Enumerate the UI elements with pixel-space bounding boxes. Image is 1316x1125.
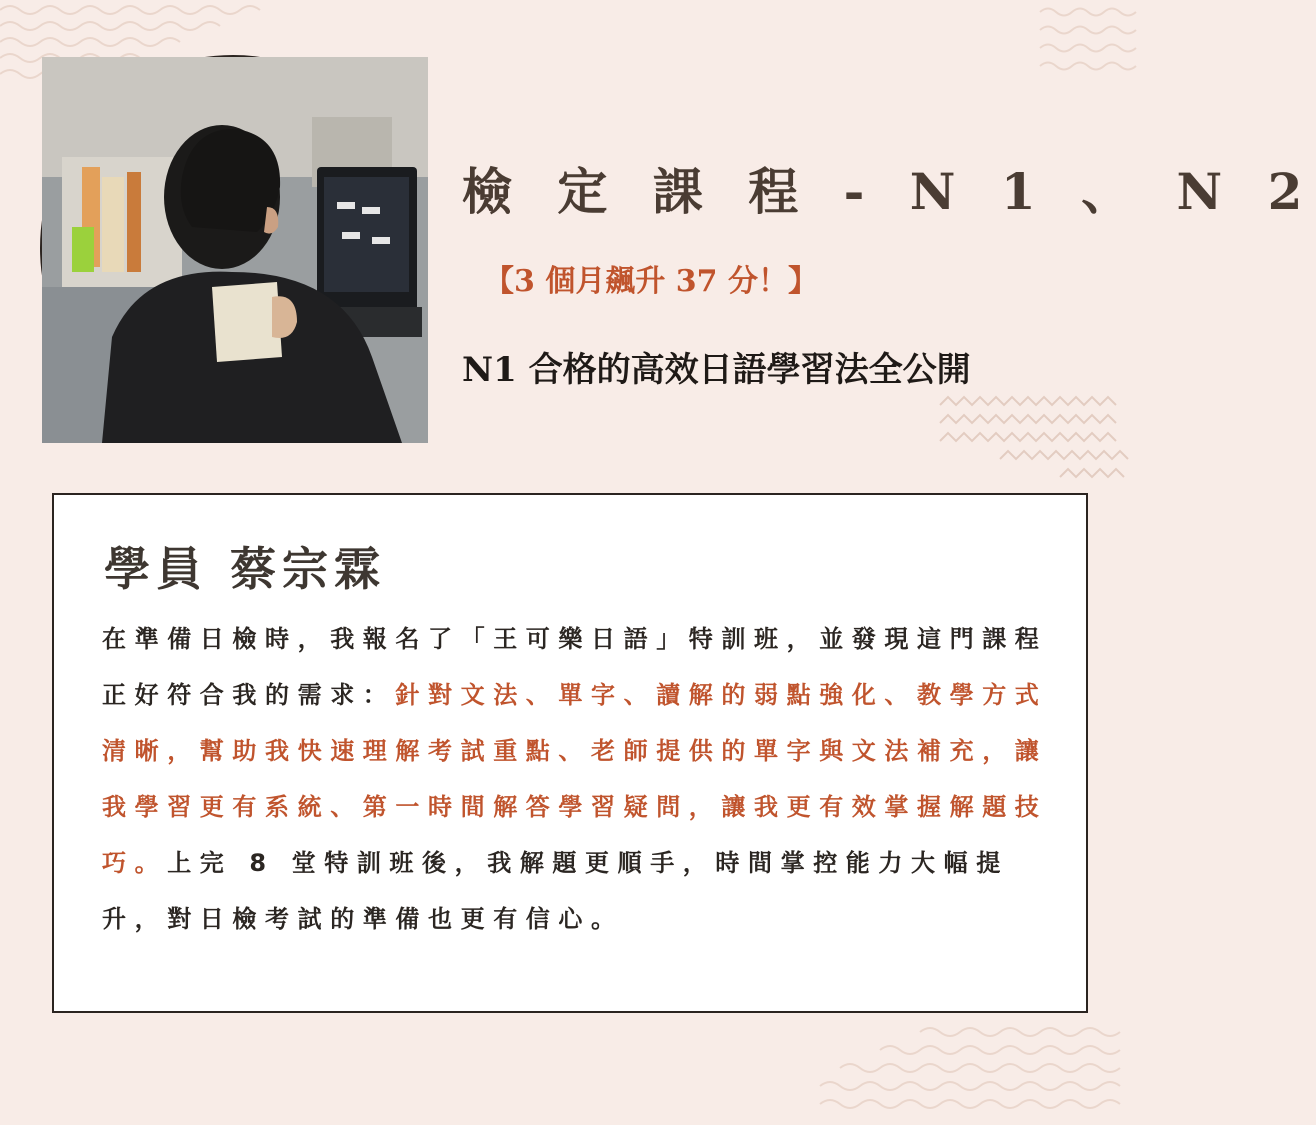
testimonial-card [52, 493, 1088, 1013]
testimonial-text [102, 611, 1057, 947]
tagline: N1 合格的高效日語學習法全公開 [462, 350, 971, 390]
student-name: 學員 蔡宗霖 [104, 542, 387, 596]
score-highlight: 【3 個月飆升 37 分！】 [484, 264, 818, 299]
testimonial-text-highlight: 針對文法、單字、讀解的弱點強化、教學方式清晰，幫助我快速理解考試重點、老師提供的單字與文法補充，讓我學習更有系統、第一時間解答學習疑問，讓我更有效掌握解題技巧。 [102, 681, 1048, 877]
wave-pattern-bottom-right [820, 1020, 1125, 1125]
testimonial-text-intro: 在準備日檢時，我報名了「王可樂日語」特訓班，並發現這門課程正好符合我的需求： [102, 625, 1048, 709]
testimonial-text-outro: 上完 8 堂特訓班後，我解題更順手，時間掌控能力大幅提升，對日檢考試的準備也更有信心。 [102, 849, 1009, 933]
course-title: 檢 定 課 程 - N 1 、 N 2 [462, 162, 1316, 221]
student-photo [40, 55, 426, 441]
wave-pattern-top-right [1040, 0, 1125, 120]
